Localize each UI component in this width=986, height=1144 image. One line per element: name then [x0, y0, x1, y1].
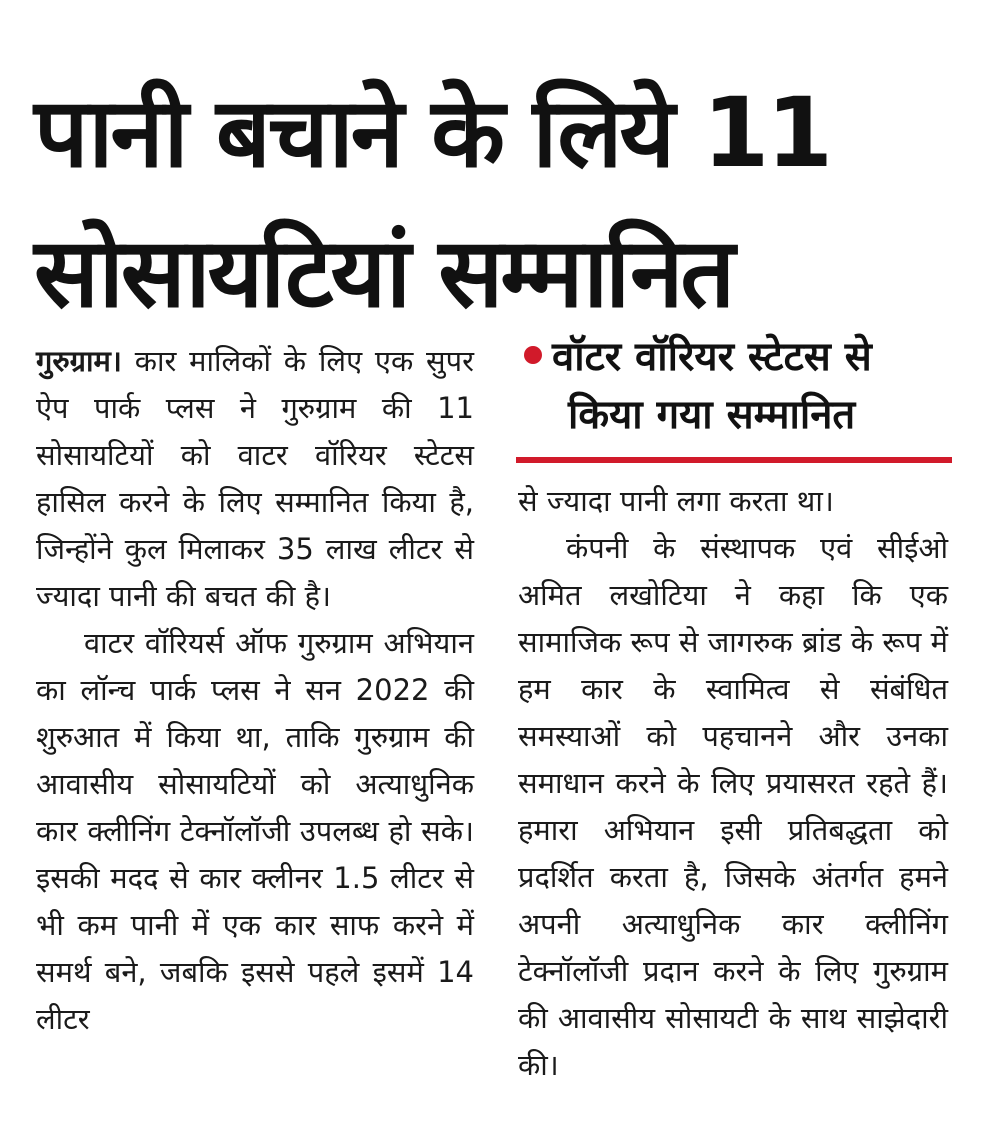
headline-line-2: सोसायटियां सम्मानित — [34, 217, 733, 329]
red-divider — [516, 457, 952, 463]
paragraph — [36, 338, 474, 620]
article-column-right — [518, 478, 948, 1089]
article-column-left — [36, 338, 474, 1043]
paragraph: वाटर वॉरियर्स ऑफ गुरुग्राम अभियान का लॉन्च पार्क प्लस ने सन 2022 की शुरुआत में किया था, ताकि गुरुग्राम की आवासीय सोसायटियों को अत्याधुनिक कार क्लीनिंग टेक्नॉलॉजी उपलब्ध हो सके। इसकी मदद से कार क्लीनर 1.5 लीटर से भी कम पानी में एक कार साफ करने में समर्थ बने, जबकि इससे पहले इसमें 14 लीटर — [36, 626, 474, 1036]
headline — [34, 58, 964, 338]
headline-line-1: पानी बचाने के लिये 11 — [34, 77, 831, 189]
subheadline-line-2: किया गया सम्मानित — [568, 392, 856, 438]
paragraph: से ज्यादा पानी लगा करता था। — [518, 484, 834, 518]
dateline: गुरुग्राम। — [36, 344, 122, 378]
paragraph-text: कार मालिकों के लिए एक सुपर ऐप पार्क प्लस ने गुरुग्राम की 11 सोसायटियों को वाटर वॉरियर स्टेटस हासिल करने के लिए सम्मानित किया है, जिन्होंने कुल मिलाकर 35 लाख लीटर से ज्यादा पानी की बचत की है। — [36, 344, 474, 613]
subheadline-line-1: वॉटर वॉरियर स्टेटस से — [552, 334, 872, 380]
paragraph: कंपनी के संस्थापक एवं सीईओ अमित लखोटिया ने कहा कि एक सामाजिक रूप से जागरुक ब्रांड के रूप में हम कार के स्वामित्व से संबंधित समस्याओं को पहचानने और उनका समाधान करने के लिए प्रयासरत रहते हैं। हमारा अभियान इसी प्रतिबद्धता को प्रदर्शित करता है, जिसके अंतर्गत हमने अपनी अत्याधुनिक कार क्लीनिंग टेक्नॉलॉजी प्रदान करने के लिए गुरुग्राम की आवासीय सोसायटी के साथ साझेदारी की। — [518, 531, 948, 1082]
subheadline — [524, 328, 954, 444]
red-bullet-icon — [524, 346, 542, 364]
